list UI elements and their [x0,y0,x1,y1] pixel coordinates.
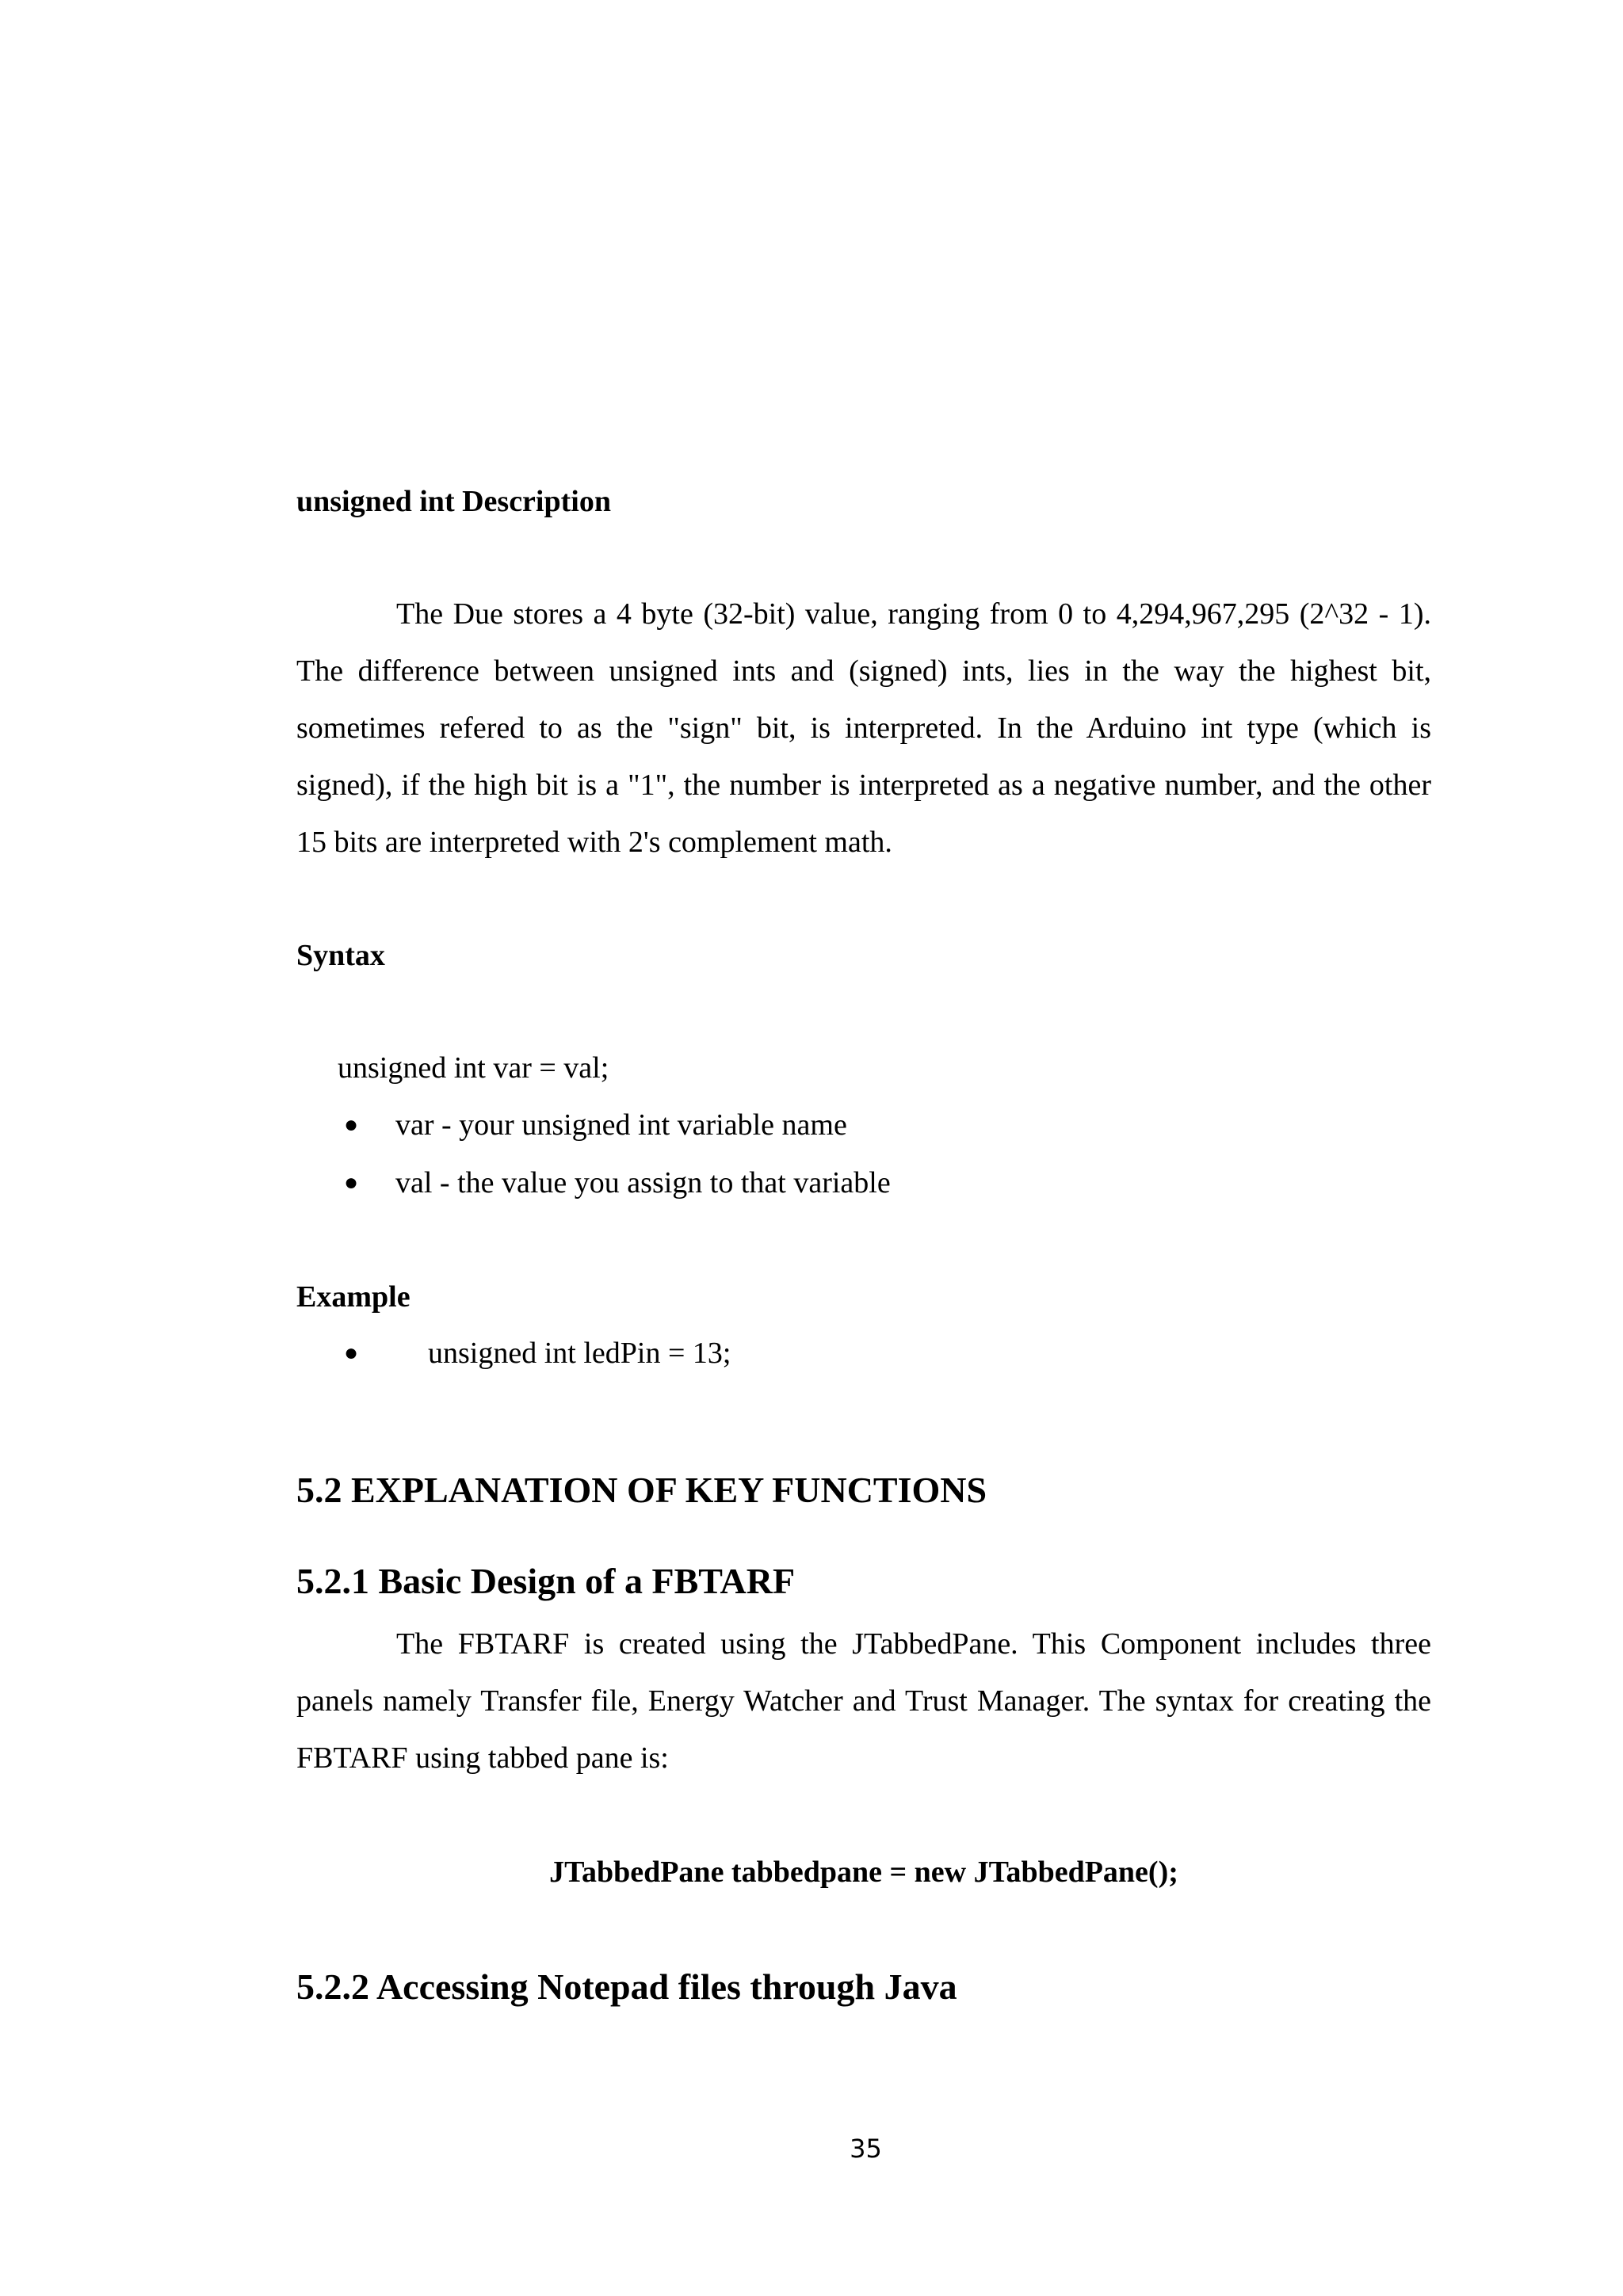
syntax-bullet-text: var - your unsigned int variable name [395,1108,847,1142]
example-bullet-item [0,1335,1623,1371]
section-5-2-2-title: 5.2.2 Accessing Notepad files through Java [296,1966,957,2007]
syntax-bullet-item [0,1107,1623,1143]
example-heading: Example [296,1280,411,1314]
section-5-2-1-paragraph: The FBTARF is created using the JTabbedPane. This Component includes three panels namely Transfer file, Energy Watcher and Trust Manager. The syntax for creating the FBTARF using tabbed pane is: [296,1627,1431,1775]
syntax-bullet-text: val - the value you assign to that variable [395,1166,891,1199]
bullet-icon: ● [344,1169,359,1196]
unsigned-int-heading: unsigned int Description [296,485,611,518]
bullet-icon: ● [344,1340,359,1366]
section-5-2-title: 5.2 EXPLANATION OF KEY FUNCTIONS [296,1470,987,1510]
page-number: 35 [850,2134,882,2164]
syntax-code: unsigned int var = val; [338,1051,609,1085]
section-5-2-1-title: 5.2.1 Basic Design of a FBTARF [296,1561,796,1601]
bullet-icon: ● [344,1112,359,1138]
syntax-bullet-item [0,1165,1623,1201]
syntax-heading: Syntax [296,939,385,972]
example-bullet-text: unsigned int ledPin = 13; [428,1337,731,1370]
unsigned-int-paragraph: The Due stores a 4 byte (32-bit) value, ranging from 0 to 4,294,967,295 (2^32 - 1). The difference between unsigned ints and (signed) ints, lies in the way the highest bit, sometimes refered to as the "sign" bit, is interpreted. In the Arduino int type (which is signed), if the high bit is a "1", the number is interpreted as a negative number, and the other 15 bits are interpreted with 2's complement math. [296,597,1431,859]
tabbedpane-code: JTabbedPane tabbedpane = new JTabbedPane(); [549,1855,1178,1889]
